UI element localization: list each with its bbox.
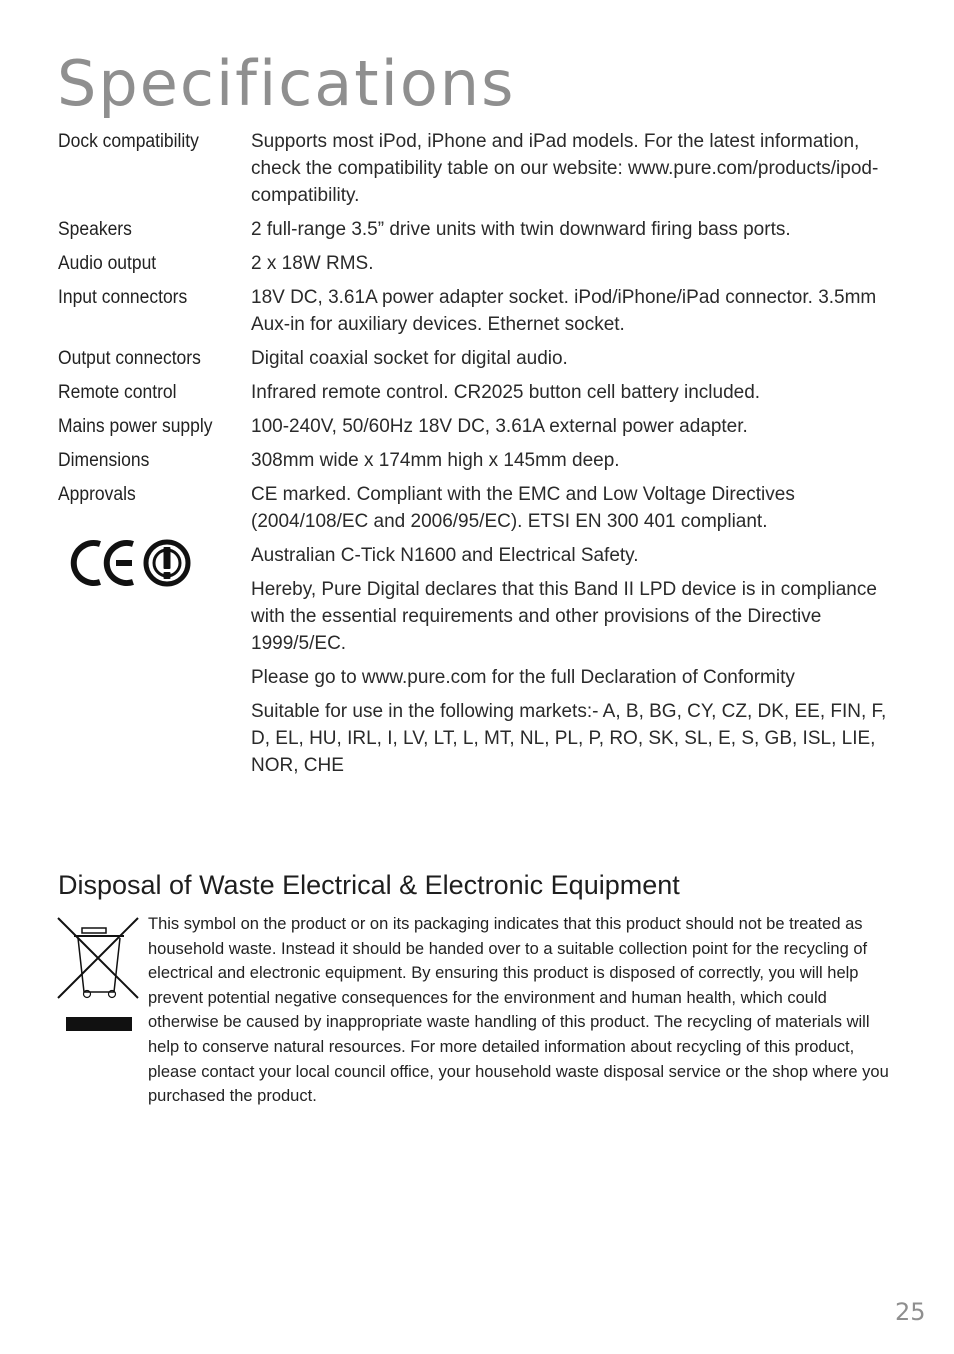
spec-value: 100-240V, 50/60Hz 18V DC, 3.61A external power adapter. (251, 416, 748, 437)
spec-label: Approvals (58, 484, 136, 505)
spec-value: 308mm wide x 174mm high x 145mm deep. (251, 450, 620, 471)
disposal-title: Disposal of Waste Electrical & Electronic Equipment (58, 870, 680, 900)
spec-row (58, 447, 898, 474)
spec-row (58, 413, 898, 440)
page-title: Specifications (57, 47, 516, 120)
spec-label: Remote control (58, 382, 177, 403)
spec-label: Mains power supply (58, 416, 213, 437)
spec-value: Supports most iPod, iPhone and iPad models. For the latest information, check the compatibility table on our website: www.pure.com/products/ipod-compatibility. (251, 131, 879, 206)
spec-row (58, 216, 898, 243)
spec-row (58, 250, 898, 277)
ce-mark-icon (70, 538, 138, 588)
spec-value: Infrared remote control. CR2025 button cell battery included. (251, 382, 761, 403)
spec-row (58, 379, 898, 406)
spec-label: Dimensions (58, 450, 150, 471)
spec-table (58, 128, 898, 786)
approvals-paragraph: Hereby, Pure Digital declares that this Band II LPD device is in compliance with the essential requirements and other provisions of the Directive 1999/5/EC. (251, 579, 877, 654)
approvals-paragraph: Please go to www.pure.com for the full Declaration of Conformity (251, 667, 795, 688)
spec-label: Speakers (58, 219, 132, 240)
spec-value: Digital coaxial socket for digital audio. (251, 348, 568, 369)
alert-mark-icon (142, 538, 192, 588)
spec-row (58, 284, 898, 338)
spec-value: 18V DC, 3.61A power adapter socket. iPod/iPhone/iPad connector. 3.5mm Aux-in for auxiliary devices. Ethernet socket. (251, 287, 877, 335)
spec-row (58, 128, 898, 209)
spec-label: Input connectors (58, 287, 188, 308)
approval-marks (70, 537, 192, 589)
disposal-text: This symbol on the product or on its packaging indicates that this product should not be treated as household waste. Instead it should be handed over to a suitable collection point for the recycling of electrical and electronic equipment. By ensuring this product is disposed of correctly, you will help prevent potential negative consequences for the environment and human health, which could otherwise be caused by inappropriate waste handling of this product. The recycling of materials will help to conserve natural resources. For more detailed information about recycling of this product, please contact your local council office, your household waste disposal service or the shop where you purchased the product. (148, 915, 889, 1106)
spec-label: Output connectors (58, 348, 201, 369)
approvals-paragraph: CE marked. Compliant with the EMC and Low Voltage Directives (2004/108/EC and 2006/95/EC). ETSI EN 300 401 compliant. (251, 484, 795, 532)
approvals-paragraph: Australian C-Tick N1600 and Electrical Safety. (251, 545, 639, 566)
approvals-value (251, 481, 898, 779)
page-number: 25 (895, 1298, 926, 1326)
approvals-paragraph: Suitable for use in the following markets:- A, B, BG, CY, CZ, DK, EE, FIN, F, D, EL, HU, IRL, I, LV, LT, L, MT, NL, PL, P, RO, SK, SL, E, S, GB, ISL, LIE, NOR, CHE (251, 701, 887, 776)
spec-value: 2 full-range 3.5” drive units with twin downward firing bass ports. (251, 219, 791, 240)
spec-label: Audio output (58, 253, 157, 274)
spec-value: 2 x 18W RMS. (251, 253, 374, 274)
crossed-out-bin-icon (56, 916, 142, 1034)
spec-row-approvals (58, 481, 898, 779)
spec-label: Dock compatibility (58, 131, 199, 152)
spec-row (58, 345, 898, 372)
